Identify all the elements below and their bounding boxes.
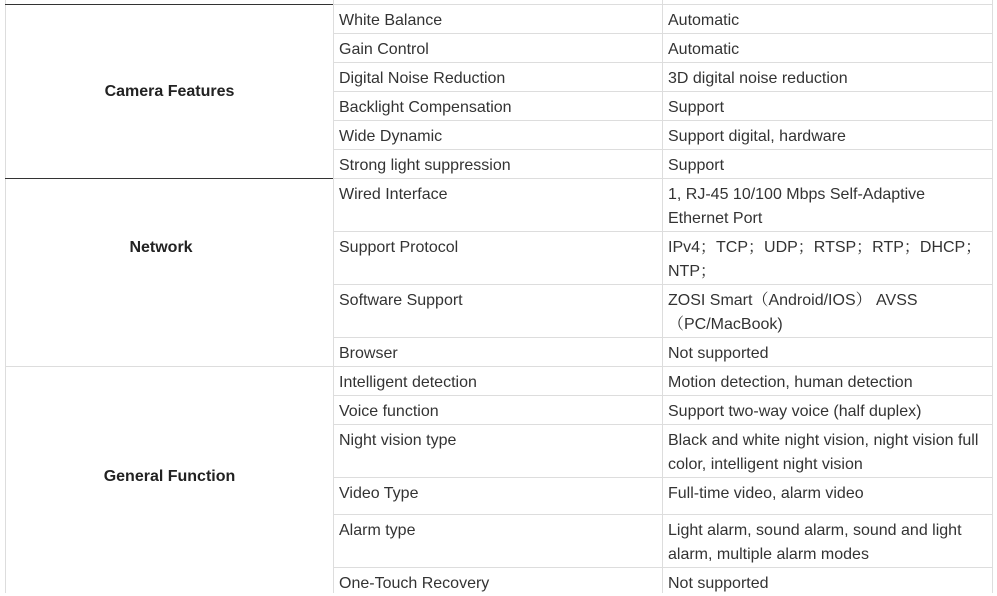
spec-value: Full-time video, alarm video (668, 485, 864, 502)
spec-value: Black and white night vision, night vision full color, intelligent night vision (668, 432, 979, 473)
table-border-right (992, 0, 993, 593)
spec-value: Support (668, 157, 725, 174)
spec-name: Support Protocol (339, 239, 459, 256)
spec-name: Night vision type (339, 432, 457, 449)
spec-name: Wired Interface (339, 186, 448, 203)
spec-value: Light alarm, sound alarm, sound and light alarm, multiple alarm modes (668, 522, 962, 563)
category-label: Camera Features (104, 82, 235, 100)
spec-value: IPv4；TCP；UDP；RTSP；RTP；DHCP；NTP； (668, 239, 982, 280)
spec-name: Backlight Compensation (339, 99, 512, 116)
spec-value: Support two-way voice (half duplex) (668, 403, 922, 420)
spec-name: Voice function (339, 403, 439, 420)
spec-name: Browser (339, 345, 398, 362)
spec-value: 3D digital noise reduction (668, 70, 848, 87)
spec-value: 1, RJ-45 10/100 Mbps Self-Adaptive Ethernet Port (668, 186, 926, 227)
spec-name: Intelligent detection (339, 374, 477, 391)
spec-value: Automatic (668, 41, 740, 58)
spec-name: Alarm type (339, 522, 416, 539)
spec-name: Gain Control (339, 41, 429, 58)
category-general-function (6, 367, 333, 586)
spec-name: Digital Noise Reduction (339, 70, 506, 87)
spec-value: Automatic (668, 12, 740, 29)
category-label: Network (129, 238, 193, 256)
spec-value: Motion detection, human detection (668, 374, 913, 391)
spec-name: White Balance (339, 12, 443, 29)
spec-name: One-Touch Recovery (339, 575, 490, 592)
spec-value: Support digital, hardware (668, 128, 846, 145)
spec-name: Wide Dynamic (339, 128, 443, 145)
spec-name: Video Type (339, 485, 419, 502)
category-network (6, 179, 316, 316)
category-label: General Function (103, 467, 236, 485)
spec-name: Software Support (339, 292, 463, 309)
spec-value: Not supported (668, 575, 769, 592)
spec-name: Strong light suppression (339, 157, 511, 174)
category-camera-features (6, 5, 333, 178)
spec-value: Support (668, 99, 725, 116)
spec-value: ZOSI Smart（Android/IOS） AVSS （PC/MacBook) (668, 292, 918, 333)
spec-value: Not supported (668, 345, 769, 362)
